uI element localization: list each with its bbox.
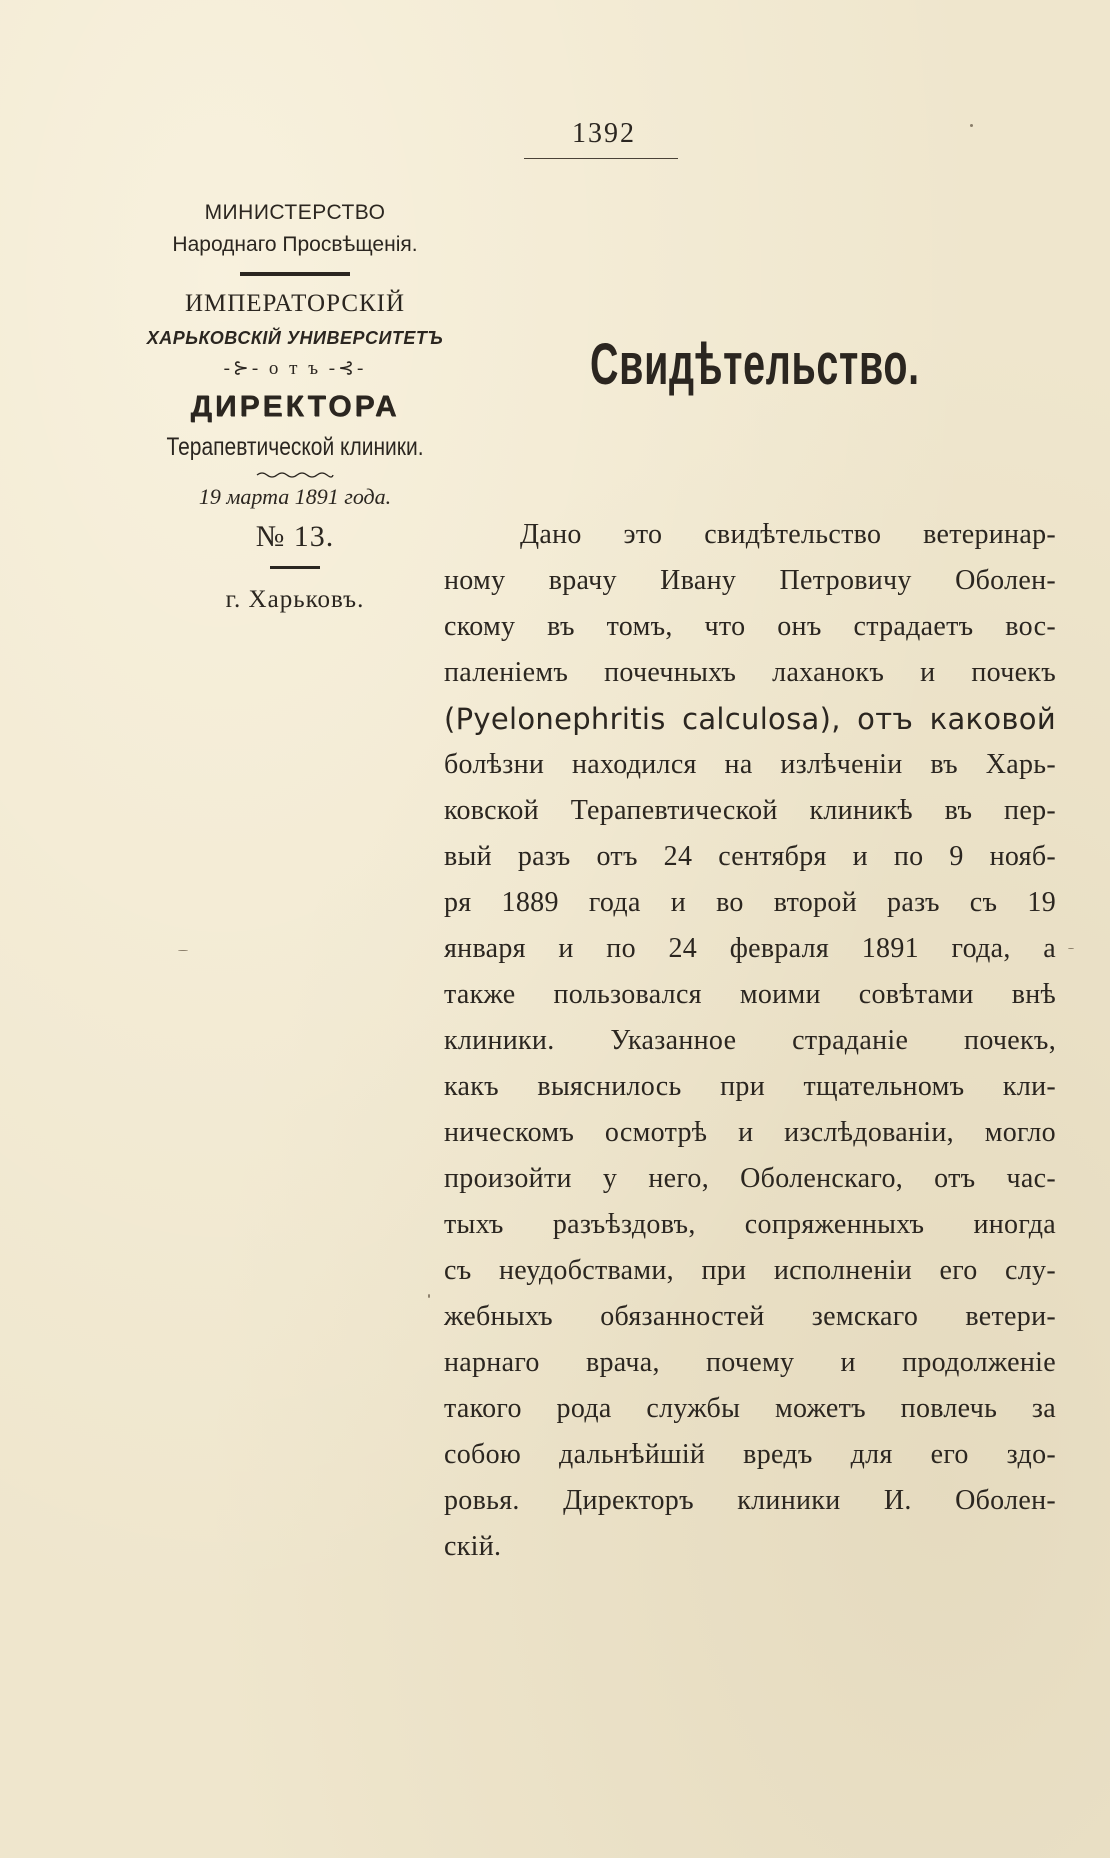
letterhead-date: 19 марта 1891 года. bbox=[198, 484, 392, 509]
letterhead-short-divider bbox=[270, 566, 320, 569]
body-line: такого рода службы можетъ повлечь за bbox=[444, 1393, 1056, 1424]
body-line: клиники. Указанное страданіе почекъ, bbox=[444, 1025, 1056, 1056]
body-line: вый разъ отъ 24 сентября и по 9 нояб- bbox=[444, 841, 1056, 872]
letterhead-university: ХАРЬКОВСКІЙ УНИВЕРСИТЕТЪ bbox=[146, 328, 444, 348]
wave-ornament-icon bbox=[255, 470, 335, 480]
letterhead-director: ДИРЕКТОРА bbox=[190, 390, 400, 423]
page-number: 1392 bbox=[572, 118, 636, 149]
letterhead-number: № 13. bbox=[255, 520, 335, 553]
letterhead-ministry-sub: Народнаго Просвѣщенія. bbox=[172, 233, 418, 256]
body-line: ковской Терапевтической клиникѣ въ пер- bbox=[444, 795, 1056, 826]
letterhead-ministry: МИНИСТЕРСТВО bbox=[204, 201, 386, 224]
paper-speck bbox=[970, 124, 973, 127]
paper-speck bbox=[428, 1294, 430, 1298]
letterhead-city: г. Харьковъ. bbox=[225, 586, 365, 613]
body-line: болѣзни находился на излѣченіи въ Харь- bbox=[444, 749, 1056, 780]
paper-speck bbox=[178, 950, 188, 951]
body-line: произойти у него, Оболенскаго, отъ час- bbox=[444, 1163, 1056, 1194]
body-line: жебныхъ обязанностей земскаго ветери- bbox=[444, 1301, 1056, 1332]
body-line: ря 1889 года и во второй разъ съ 19 bbox=[444, 887, 1056, 918]
paper-speck bbox=[1068, 948, 1074, 949]
document-title: Свидѣтельство. bbox=[590, 332, 920, 397]
body-line: ническомъ осмотрѣ и изслѣдованіи, могло bbox=[444, 1117, 1056, 1148]
body-line: нарнаго врача, почему и продолженіе bbox=[444, 1347, 1056, 1378]
body-line: тыхъ разъѣздовъ, сопряженныхъ иногда bbox=[444, 1209, 1056, 1240]
letterhead-clinic: Терапевтической клиники. bbox=[166, 433, 424, 461]
body-line: ному врачу Ивану Петровичу Оболен- bbox=[444, 565, 1056, 596]
body-line: съ неудобствами, при исполненіи его слу- bbox=[444, 1255, 1056, 1286]
letterhead-from: -⊱- о т ъ -⊰- bbox=[223, 358, 367, 379]
page-number-rule bbox=[524, 158, 678, 159]
body-line: (Pyelonephritis calculosa), отъ каковой bbox=[444, 702, 1056, 736]
letterhead-imperial: ИМПЕРАТОРСКІЙ bbox=[184, 290, 406, 317]
body-line: собою дальнѣйшій вредъ для его здо- bbox=[444, 1439, 1056, 1470]
body-line: скій. bbox=[444, 1531, 502, 1562]
body-line: ровья. Директоръ клиники И. Оболен- bbox=[444, 1485, 1056, 1516]
body-line: января и по 24 февраля 1891 года, а bbox=[444, 933, 1056, 964]
letterhead bbox=[130, 198, 460, 617]
certificate-body bbox=[444, 512, 1056, 1570]
body-line: также пользовался моими совѣтами внѣ bbox=[444, 979, 1056, 1010]
body-line: Дано это свидѣтельство ветеринар- bbox=[520, 519, 1056, 550]
body-line: скому въ томъ, что онъ страдаетъ вос- bbox=[444, 611, 1056, 642]
body-line: паленіемъ почечныхъ лаханокъ и почекъ bbox=[444, 657, 1056, 688]
body-line: какъ выяснилось при тщательномъ кли- bbox=[444, 1071, 1056, 1102]
letterhead-divider bbox=[240, 272, 350, 276]
